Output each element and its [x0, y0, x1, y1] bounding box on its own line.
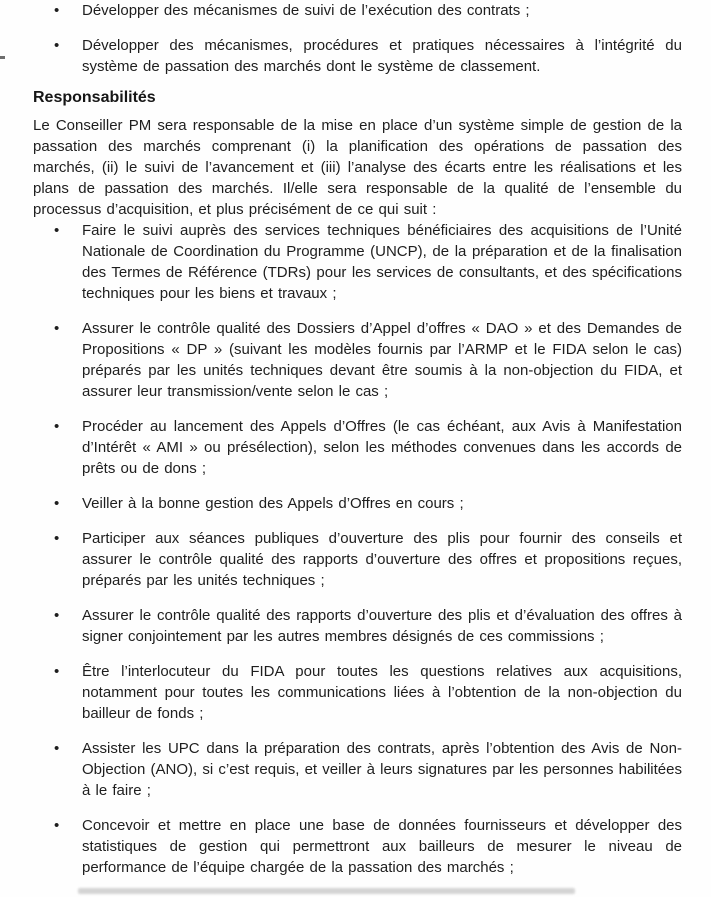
list-item-text: Faire le suivi auprès des services techniques bénéficiaires des acquisitions de l’Unité Nationale de Coordination du Programme (UNCP), de la préparation et de la finalisation des Termes de Référence (TDRs) pour les services de consultants, et des spécifications techniques pour les biens et travaux ; — [82, 222, 682, 302]
responsibilities-list — [0, 220, 711, 878]
bullet-icon: • — [54, 740, 60, 757]
bullet-icon: • — [54, 530, 60, 547]
bullet-icon: • — [54, 607, 60, 624]
bullet-icon: • — [54, 37, 60, 54]
list-item — [54, 0, 682, 21]
list-item — [54, 220, 682, 304]
bullet-icon: • — [54, 418, 60, 435]
list-item-text: Veiller à la bonne gestion des Appels d’Offres en cours ; — [82, 495, 464, 512]
scan-artifact-bar — [78, 888, 575, 894]
list-item-text: Participer aux séances publiques d’ouverture des plis pour fournir des conseils et assurer le contrôle qualité des rapports d’ouverture des offres et propositions reçues, préparés par les unités techniques ; — [82, 530, 682, 589]
bullet-icon: • — [54, 222, 60, 239]
scan-artifact-mark — [0, 56, 5, 59]
intro-bullet-list — [0, 0, 711, 77]
list-item-text: Être l’interlocuteur du FIDA pour toutes les questions relatives aux acquisitions, notamment pour toutes les communications liées à l’obtention de la non-objection du bailleur de fonds ; — [82, 663, 682, 722]
list-item — [54, 661, 682, 724]
bullet-icon: • — [54, 320, 60, 337]
list-item-text: Concevoir et mettre en place une base de données fournisseurs et développer des statistiques de gestion qui permettront aux bailleurs de mesurer le niveau de performance de l’équipe chargée de la passation des marchés ; — [82, 817, 682, 876]
list-item — [54, 815, 682, 878]
list-item-text: Procéder au lancement des Appels d’Offres (le cas échéant, aux Avis à Manifestation d’Intérêt « AMI » ou présélection), selon les méthodes convenues dans les accords de prêts ou de dons ; — [82, 418, 682, 477]
bullet-icon: • — [54, 817, 60, 834]
list-item-text: Assurer le contrôle qualité des Dossiers d’Appel d’offres « DAO » et des Demandes de Propositions « DP » (suivant les modèles fournis par l’ARMP et le FIDA selon le cas) préparés par les unités techniques devant être soumis à la non-objection du FIDA, et assurer leur transmission/vente selon le cas ; — [82, 320, 682, 400]
list-item — [54, 493, 682, 514]
list-item-text: Assister les UPC dans la préparation des contrats, après l’obtention des Avis de Non-Objection (ANO), si c’est requis, et veiller à leurs signatures par les personnes habilitées à le faire ; — [82, 740, 682, 799]
list-item — [54, 605, 682, 647]
list-item-text: Développer des mécanismes, procédures et pratiques nécessaires à l’intégrité du système de passation des marchés dont le système de classement. — [82, 37, 682, 75]
section-heading: Responsabilités — [33, 89, 156, 106]
bullet-icon: • — [54, 663, 60, 680]
list-item — [54, 35, 682, 77]
intro-paragraph: Le Conseiller PM sera responsable de la mise en place d’un système simple de gestion de la passation des marchés comprenant (i) la planification des opérations de passation des marchés, (ii) le suivi de l’avancement et (iii) l’analyse des écarts entre les réalisations et les plans de passation des marchés. Il/elle sera responsable de la qualité de l’ensemble du processus d’acquisition, et plus précisément de ce qui suit : — [33, 117, 682, 218]
list-item — [54, 528, 682, 591]
bullet-icon: • — [54, 495, 60, 512]
list-item-text: Assurer le contrôle qualité des rapports d’ouverture des plis et d’évaluation des offres à signer conjointement par les autres membres désignés de ces commissions ; — [82, 607, 682, 645]
list-item — [54, 318, 682, 402]
bullet-icon: • — [54, 2, 60, 19]
list-item — [54, 416, 682, 479]
list-item-text: Développer des mécanismes de suivi de l’exécution des contrats ; — [82, 2, 530, 19]
list-item — [54, 738, 682, 801]
